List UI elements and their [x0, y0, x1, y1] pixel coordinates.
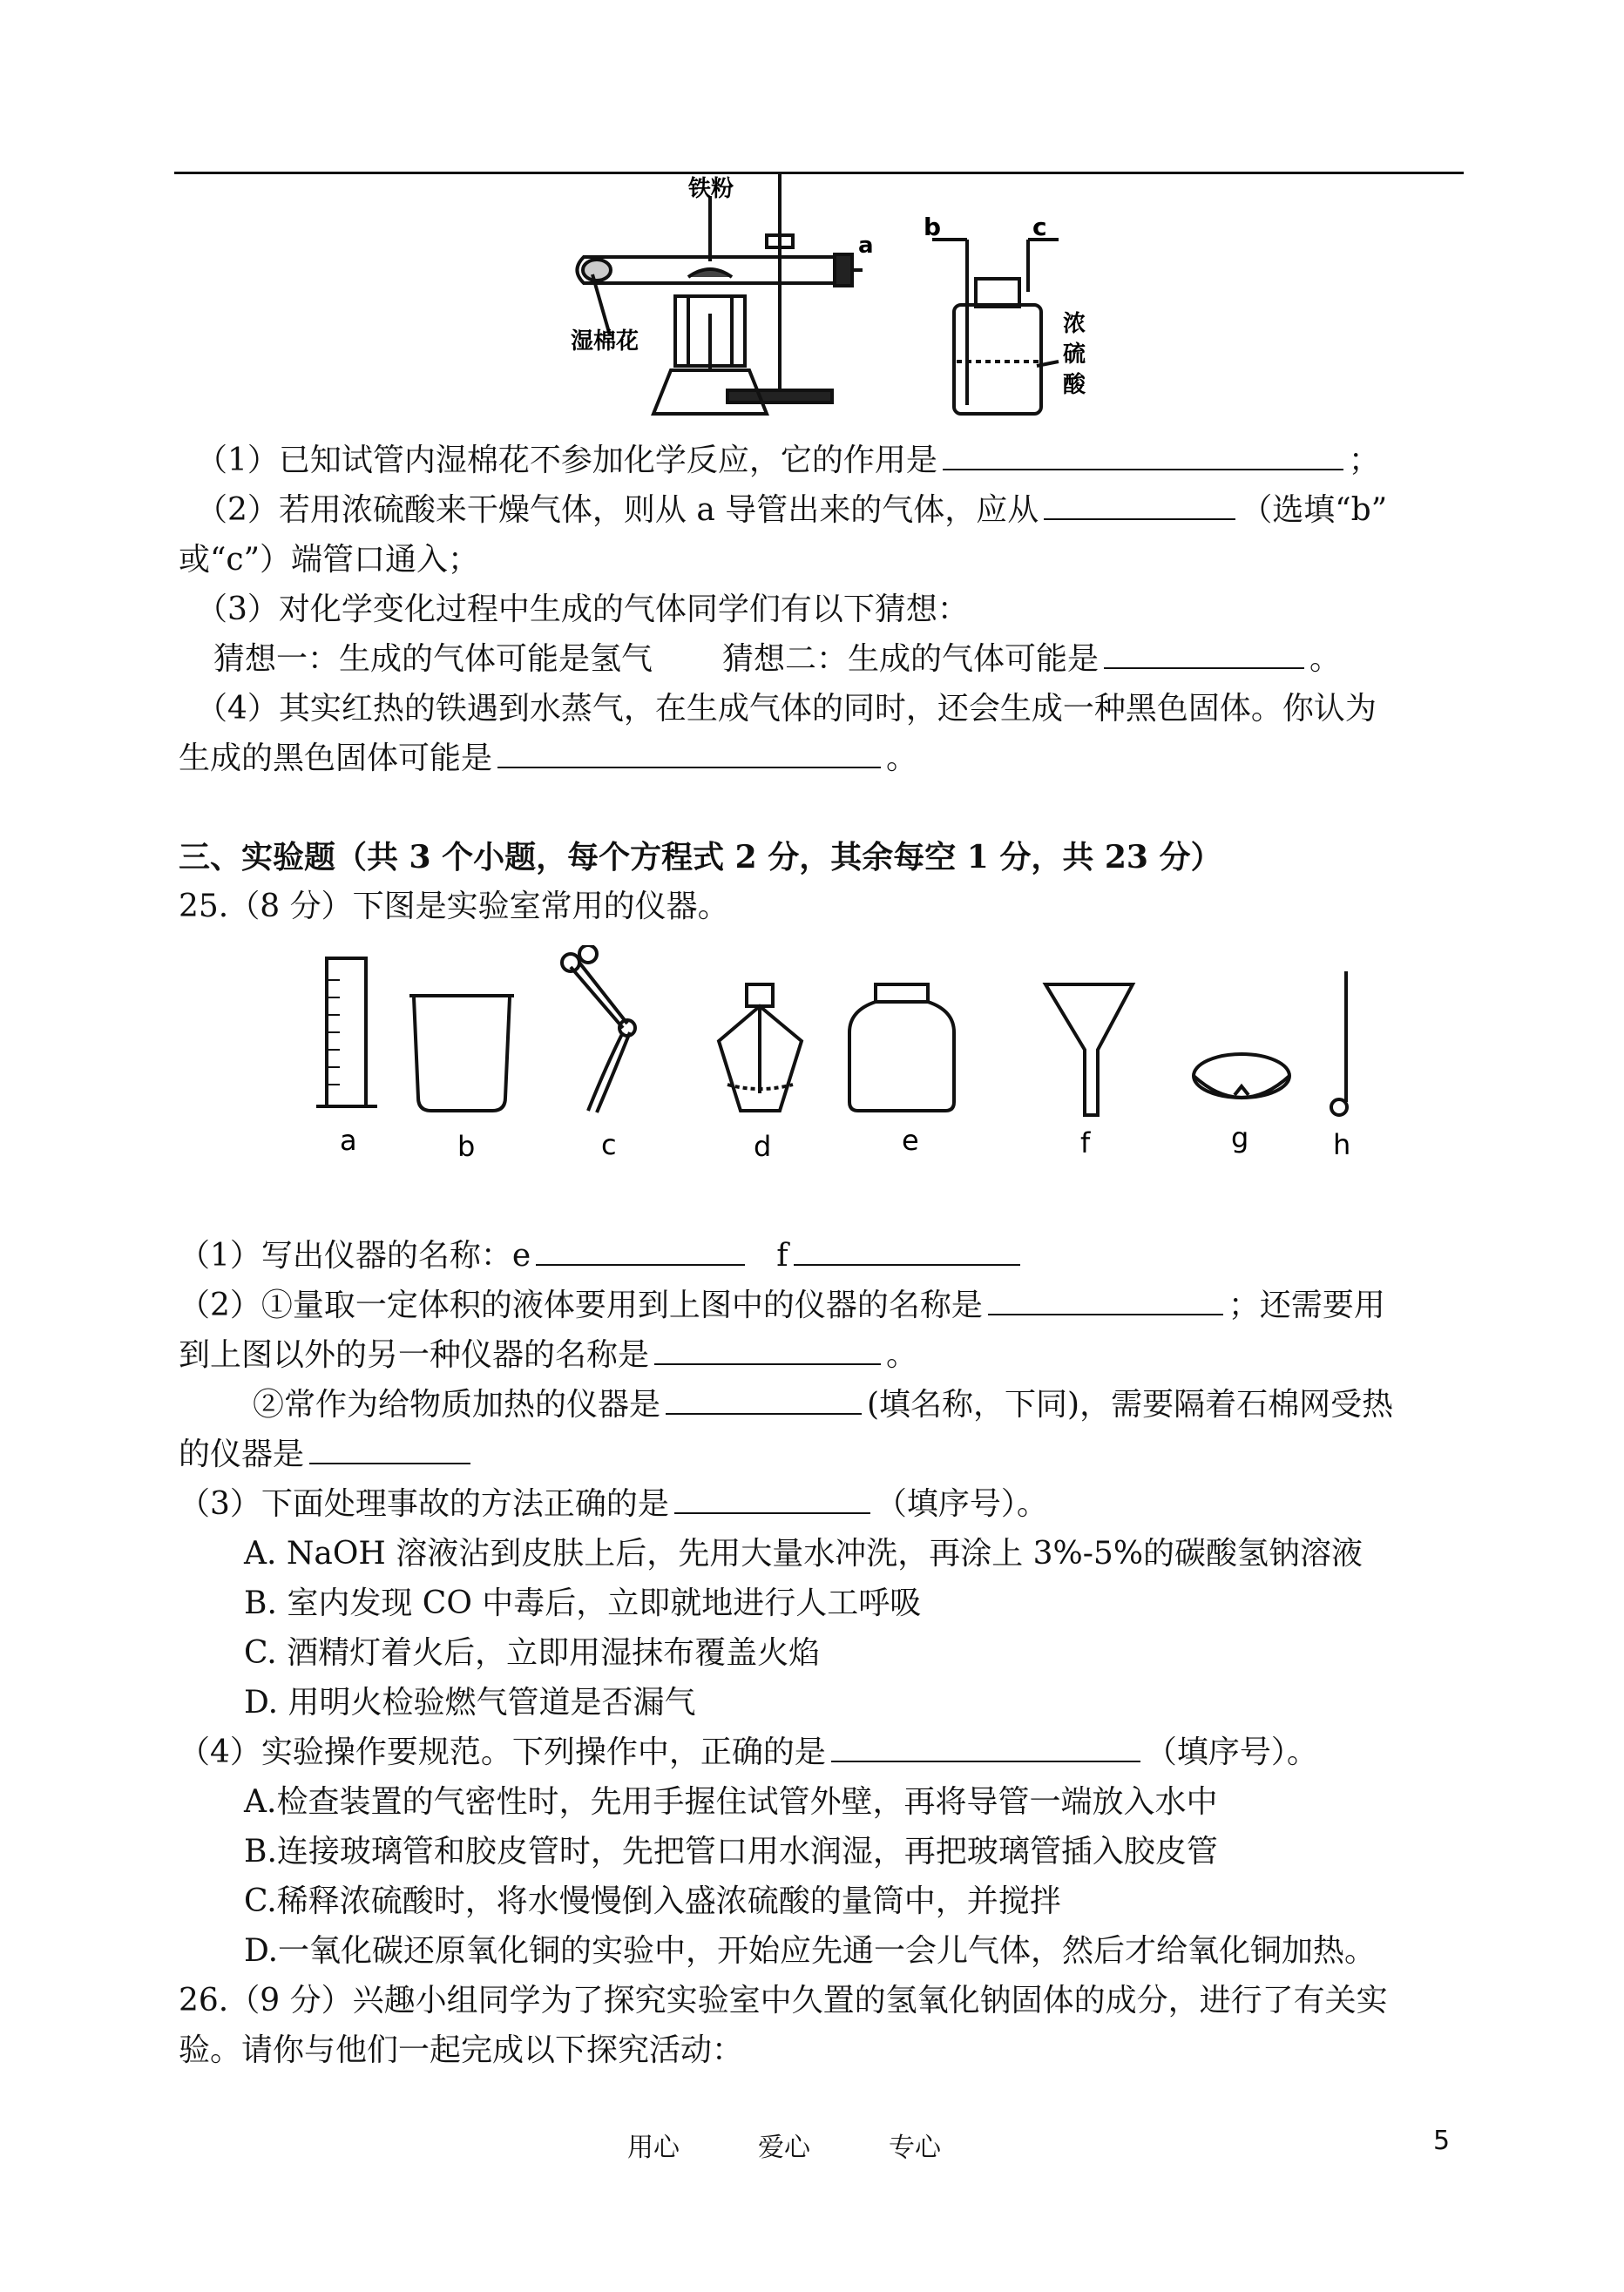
label-b: b	[924, 213, 942, 241]
answer-blank[interactable]	[497, 740, 881, 768]
label-a: a	[858, 233, 874, 259]
label-c: c	[1032, 213, 1047, 241]
answer-blank[interactable]	[943, 443, 1343, 470]
q26-line1: 26.（9 分）兴趣小组同学为了探究实验室中久置的氢氧化钠固体的成分，进行了有关实	[179, 1983, 1388, 2018]
q25-part2-cont: 到上图以外的另一种仪器的名称是 。	[179, 1337, 918, 1373]
label-f: f	[1080, 1126, 1091, 1160]
q25-p4-option-a: A.检查装置的气密性时，先用手握住试管外壁，再将导管一端放入水中	[244, 1784, 1218, 1820]
label-acid-1: 浓	[1063, 311, 1086, 337]
label-c: c	[601, 1128, 617, 1161]
q25-p3-option-d: D. 用明火检验燃气管道是否漏气	[244, 1685, 696, 1721]
footer-slogan-1: 用心	[627, 2133, 680, 2163]
q25-p4-option-c: C.稀释浓硫酸时，将水慢慢倒入盛浓硫酸的量筒中，并搅拌	[244, 1883, 1061, 1919]
q26-line2: 验。请你与他们一起完成以下探究活动：	[179, 2032, 744, 2068]
label-iron-powder: 铁粉	[688, 176, 734, 202]
label-wet-cotton: 湿棉花	[571, 328, 639, 355]
answer-blank[interactable]	[794, 1238, 1020, 1266]
q25-part4: （4）实验操作要规范。下列操作中，正确的是 （填序号）。	[179, 1734, 1318, 1770]
label-b: b	[457, 1130, 476, 1163]
footer-slogan-3: 专心	[889, 2133, 941, 2163]
figure-iron-steam-apparatus	[558, 174, 1098, 423]
q25-part1: （1）写出仪器的名称：e f	[179, 1235, 1025, 1277]
q25-part2b-cont: 的仪器是	[179, 1434, 476, 1476]
label-g: g	[1231, 1121, 1249, 1154]
answer-blank[interactable]	[654, 1337, 881, 1365]
label-h: h	[1333, 1128, 1351, 1161]
q24-part3: （3）对化学变化过程中生成的气体同学们有以下猜想：	[196, 592, 969, 627]
answer-blank[interactable]	[666, 1387, 862, 1415]
page-number: 5	[1433, 2126, 1451, 2156]
q24-part4: （4）其实红热的铁遇到水蒸气，在生成气体的同时，还会生成一种黑色固体。你认为	[196, 691, 1377, 727]
q24-part4-cont: 生成的黑色固体可能是 。	[179, 740, 918, 776]
q25-p3-option-a: A. NaOH 溶液沾到皮肤上后，先用大量水冲洗，再涂上 3%-5%的碳酸氢钠溶液	[244, 1536, 1363, 1572]
section-3-title: 三、实验题（共 3 个小题，每个方程式 2 分，其余每空 1 分，共 23 分）	[179, 839, 1222, 876]
q25-p4-option-d: D.一氧化碳还原氧化铜的实验中，开始应先通一会儿气体，然后才给氧化铜加热。	[244, 1933, 1377, 1969]
q24-part1: （1）已知试管内湿棉花不参加化学反应，它的作用是 ；	[196, 443, 1380, 478]
q24-part2: （2）若用浓硫酸来干燥气体，则从 a 导管出来的气体，应从 （选填“b”	[196, 492, 1388, 528]
footer-slogan-2: 爱心	[758, 2133, 810, 2163]
answer-blank[interactable]	[674, 1486, 870, 1514]
label-acid-3: 酸	[1063, 372, 1086, 398]
label-a: a	[340, 1124, 357, 1157]
answer-blank[interactable]	[309, 1437, 470, 1464]
q25-p4-option-b: B.连接玻璃管和胶皮管时，先把管口用水润湿，再把玻璃管插入胶皮管	[244, 1834, 1218, 1869]
q25-part2: （2）①量取一定体积的液体要用到上图中的仪器的名称是 ；还需要用	[179, 1288, 1385, 1323]
answer-blank[interactable]	[831, 1734, 1140, 1762]
q24-part2-cont: 或“c”）端管口通入；	[179, 542, 479, 578]
answer-blank[interactable]	[1104, 641, 1304, 669]
q25-intro: 25.（8 分）下图是实验室常用的仪器。	[179, 889, 729, 924]
q25-part2b: ②常作为给物质加热的仪器是 (填名称，下同)，需要隔着石棉网受热	[253, 1387, 1394, 1423]
answer-blank[interactable]	[988, 1288, 1223, 1315]
q25-part3: （3）下面处理事故的方法正确的是 （填序号）。	[179, 1486, 1048, 1522]
answer-blank[interactable]	[1044, 492, 1235, 520]
q25-p3-option-c: C. 酒精灯着火后，立即用湿抹布覆盖火焰	[244, 1635, 821, 1671]
label-acid-2: 硫	[1063, 341, 1086, 368]
answer-blank[interactable]	[536, 1238, 745, 1266]
label-e: e	[902, 1124, 919, 1157]
figure-lab-instruments	[301, 945, 1390, 1172]
label-d: d	[754, 1130, 772, 1163]
q24-guesses: 猜想一：生成的气体可能是氢气 猜想二：生成的气体可能是 。	[213, 641, 1342, 677]
q25-p3-option-b: B. 室内发现 CO 中毒后，立即就地进行人工呼吸	[244, 1585, 922, 1621]
